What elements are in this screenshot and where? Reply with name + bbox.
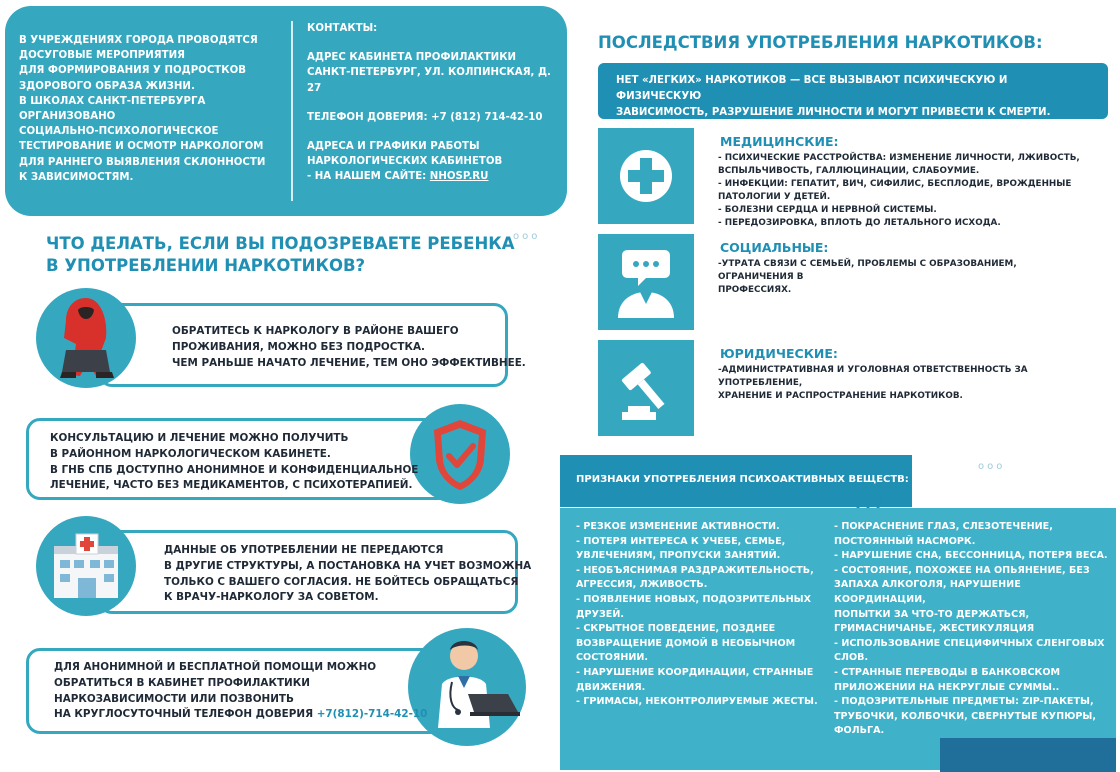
medical-text: - ПСИХИЧЕСКИЕ РАССТРОЙСТВА: ИЗМЕНЕНИЕ ЛИЧНОСТИ, ЛЖИВОСТЬ, ВСПЫЛЬЧИВОСТЬ, ГАЛЛЮЦИНАЦИИ, СЛАБОУМИЕ. - ИНФЕКЦИИ: ГЕПАТИТ, ВИЧ, СИФИЛИС, БЕСПЛОДИЕ, ВРОЖДЕННЫЕ ПАТОЛОГИИ У ДЕТЕЙ. - БОЛЕЗНИ СЕРДЦА И НЕРВНОЙ СИСТЕМЫ. - ПЕРЕДОЗИРОВКА, ВПЛОТЬ ДО ЛЕТАЛЬНОГО ИСХОДА. xyxy=(718,153,1080,228)
step-1-text: ОБРАТИТЕСЬ К НАРКОЛОГУ В РАЙОНЕ ВАШЕГО ПРОЖИВАНИЯ, МОЖНО БЕЗ ПОДРОСТКА. ЧЕМ РАНЬШЕ НАЧАТО ЛЕЧЕНИЕ, ТЕМ ОНО ЭФФЕКТИВНЕЕ. xyxy=(172,325,526,369)
legal-heading: ЮРИДИЧЕСКИЕ: xyxy=(720,346,838,361)
step-3-circle xyxy=(36,516,136,616)
signs-column-2: - ПОКРАСНЕНИЕ ГЛАЗ, СЛЕЗОТЕЧЕНИЕ, ПОСТОЯННЫЙ НАСМОРК. - НАРУШЕНИЕ СНА, БЕССОННИЦА, ПОТЕРЯ ВЕСА. - СОСТОЯНИЕ, ПОХОЖЕЕ НА ОПЬЯНЕНИЕ, БЕЗ ЗАПАХА АЛКОГОЛЯ, НАРУШЕНИЕ КООРДИНАЦИИ, ПОПЫТКИ ЗА ЧТО-ТО ДЕРЖАТЬСЯ, ГРИМАСНИЧАНЬЕ, ЖЕСТИКУЛЯЦИЯ - ИСПОЛЬЗОВАНИЕ СПЕЦИФИЧНЫХ СЛЕНГОВЫХ СЛОВ. - СТРАННЫЕ ПЕРЕВОДЫ В БАНКОВСКОМ ПРИЛОЖЕНИИ НА НЕКРУГЛЫЕ СУММЫ.. - ПОДОЗРИТЕЛЬНЫЕ ПРЕДМЕТЫ: ZIP-ПАКЕТЫ, ТРУБОЧКИ, КОЛБОЧКИ, СВЕРНУТЫЕ КУПЮРЫ, ФОЛЬГА. xyxy=(834,521,1108,737)
hotline-phone[interactable]: ТЕЛЕФОН ДОВЕРИЯ: +7 (812) 714-42-10 xyxy=(307,111,543,123)
legal-text: -АДМИНИСТРАТИВНАЯ И УГОЛОВНАЯ ОТВЕТСТВЕННОСТЬ ЗА УПОТРЕБЛЕНИЕ, ХРАНЕНИЕ И РАСПРОСТРАНЕНИЕ НАРКОТИКОВ. xyxy=(718,365,1028,401)
info-line: ДЛЯ РАННЕГО ВЫЯВЛЕНИЯ СКЛОННОСТИ xyxy=(19,156,266,168)
site-link[interactable]: NHOSP.RU xyxy=(429,171,489,183)
corner-decor xyxy=(940,738,1116,772)
step-2-circle xyxy=(410,404,510,504)
gavel-icon xyxy=(598,340,694,436)
social-heading: СОЦИАЛЬНЫЕ: xyxy=(720,240,829,255)
step-4-text: ДЛЯ АНОНИМНОЙ И БЕСПЛАТНОЙ ПОМОЩИ МОЖНО ОБРАТИТЬСЯ В КАБИНЕТ ПРОФИЛАКТИКИ НАРКОЗАВИСИМОСТИ ИЛИ ПОЗВОНИТЬ НА КРУГЛОСУТОЧНЫЙ ТЕЛЕФОН ДОВЕРИЯ +7(812)-714-42-10 xyxy=(54,661,428,721)
step-1-circle xyxy=(36,288,136,388)
social-text: -УТРАТА СВЯЗИ С СЕМЬЕЙ, ПРОБЛЕМЫ С ОБРАЗОВАНИЕМ, ОГРАНИЧЕНИЯ В ПРОФЕССИЯХ. xyxy=(718,259,1017,295)
info-line: В ШКОЛАХ САНКТ-ПЕТЕРБУРГА ОРГАНИЗОВАНО xyxy=(19,95,206,123)
contacts-label: КОНТАКТЫ: xyxy=(307,23,378,34)
info-text xyxy=(19,33,289,185)
step-3-text: ДАННЫЕ ОБ УПОТРЕБЛЕНИИ НЕ ПЕРЕДАЮТСЯ В ДРУГИЕ СТРУКТУРЫ, А ПОСТАНОВКА НА УЧЕТ ВОЗМОЖНА ТОЛЬКО С ВАШЕГО СОГЛАСИЯ. НЕ БОЙТЕСЬ ОБРАЩАТЬСЯ К ВРАЧУ-НАРКОЛОГУ ЗА СОВЕТОМ. xyxy=(164,544,532,604)
signs-title: ПРИЗНАКИ УПОТРЕБЛЕНИЯ ПСИХОАКТИВНЫХ ВЕЩЕСТВ: xyxy=(576,474,909,485)
site-prefix: - НА НАШЕМ САЙТЕ: xyxy=(307,171,430,183)
info-line: В УЧРЕЖДЕНИЯХ ГОРОДА ПРОВОДЯТСЯ xyxy=(19,35,258,46)
legal-tile xyxy=(598,340,694,436)
medical-cross-icon xyxy=(598,128,694,224)
schedule-label: АДРЕСА И ГРАФИКИ РАБОТЫ xyxy=(307,141,480,153)
decor-dots-right: ooo xyxy=(978,461,1006,472)
hoodie-teen-icon xyxy=(36,288,136,388)
info-line: К ЗАВИСИМОСТЯМ. xyxy=(19,171,134,183)
social-tile xyxy=(598,234,694,330)
info-divider xyxy=(291,21,293,201)
consequences-title: ПОСЛЕДСТВИЯ УПОТРЕБЛЕНИЯ НАРКОТИКОВ: xyxy=(598,33,1043,52)
contacts-block xyxy=(307,21,562,185)
info-line: ДОСУГОВЫЕ МЕРОПРИЯТИЯ xyxy=(19,50,185,62)
address-label: АДРЕС КАБИНЕТА ПРОФИЛАКТИКИ xyxy=(307,52,517,64)
shield-check-icon xyxy=(410,404,510,504)
no-light-drugs-banner: НЕТ «ЛЕГКИХ» НАРКОТИКОВ — ВСЕ ВЫЗЫВАЮТ ПСИХИЧЕСКУЮ И ФИЗИЧЕСКУЮ ЗАВИСИМОСТЬ, РАЗРУШЕНИЕ ЛИЧНОСТИ И МОГУТ ПРИВЕСТИ К СМЕРТИ. xyxy=(598,63,1108,119)
schedule-label-2: НАРКОЛОГИЧЕСКИХ КАБИНЕТОВ xyxy=(307,156,503,168)
step-2-text: КОНСУЛЬТАЦИЮ И ЛЕЧЕНИЕ МОЖНО ПОЛУЧИТЬ В РАЙОННОМ НАРКОЛОГИЧЕСКОМ КАБИНЕТЕ. В ГНБ СПБ ДОСТУПНО АНОНИМНОЕ И КОНФИДЕНЦИАЛЬНОЕ ЛЕЧЕНИЕ, ЧАСТО БЕЗ МЕДИКАМЕНТОВ, С ПСИХОТЕРАПИЕЙ. xyxy=(50,432,419,492)
medical-tile xyxy=(598,128,694,224)
decor-dots: ooo xyxy=(513,231,541,242)
info-line: СОЦИАЛЬНО-ПСИХОЛОГИЧЕСКОЕ xyxy=(19,126,219,138)
hospital-building-icon xyxy=(36,516,136,616)
info-line: ЗДОРОВОГО ОБРАЗА ЖИЗНИ. xyxy=(19,80,195,92)
address-value: САНКТ-ПЕТЕРБУРГ, УЛ. КОЛПИНСКАЯ, Д. 27 xyxy=(307,67,551,94)
hotline-phone-highlight[interactable]: +7(812)-714-42-10 xyxy=(316,708,428,721)
info-line: ДЛЯ ФОРМИРОВАНИЯ У ПОДРОСТКОВ xyxy=(19,65,247,77)
info-box xyxy=(5,6,567,216)
info-line: ТЕСТИРОВАНИЕ И ОСМОТР НАРКОЛОГОМ xyxy=(19,141,264,153)
medical-heading: МЕДИЦИНСКИЕ: xyxy=(720,134,839,149)
speech-person-icon xyxy=(598,234,694,330)
signs-column-1: - РЕЗКОЕ ИЗМЕНЕНИЕ АКТИВНОСТИ. - ПОТЕРЯ ИНТЕРЕСА К УЧЕБЕ, СЕМЬЕ, УВЛЕЧЕНИЯМ, ПРОПУСКИ ЗАНЯТИЙ. - НЕОБЪЯСНИМАЯ РАЗДРАЖИТЕЛЬНОСТЬ, АГРЕССИЯ, ЛЖИВОСТЬ. - ПОЯВЛЕНИЕ НОВЫХ, ПОДОЗРИТЕЛЬНЫХ ДРУЗЕЙ. - СКРЫТНОЕ ПОВЕДЕНИЕ, ПОЗДНЕЕ ВОЗВРАЩЕНИЕ ДОМОЙ В НЕОБЫЧНОМ СОСТОЯНИИ. - НАРУШЕНИЕ КООРДИНАЦИИ, СТРАННЫЕ ДВИЖЕНИЯ. - ГРИМАСЫ, НЕКОНТРОЛИРУЕМЫЕ ЖЕСТЫ. xyxy=(576,521,818,708)
what-to-do-title: ЧТО ДЕЛАТЬ, ЕСЛИ ВЫ ПОДОЗРЕВАЕТЕ РЕБЕНКА В УПОТРЕБЛЕНИИ НАРКОТИКОВ? xyxy=(46,234,515,275)
